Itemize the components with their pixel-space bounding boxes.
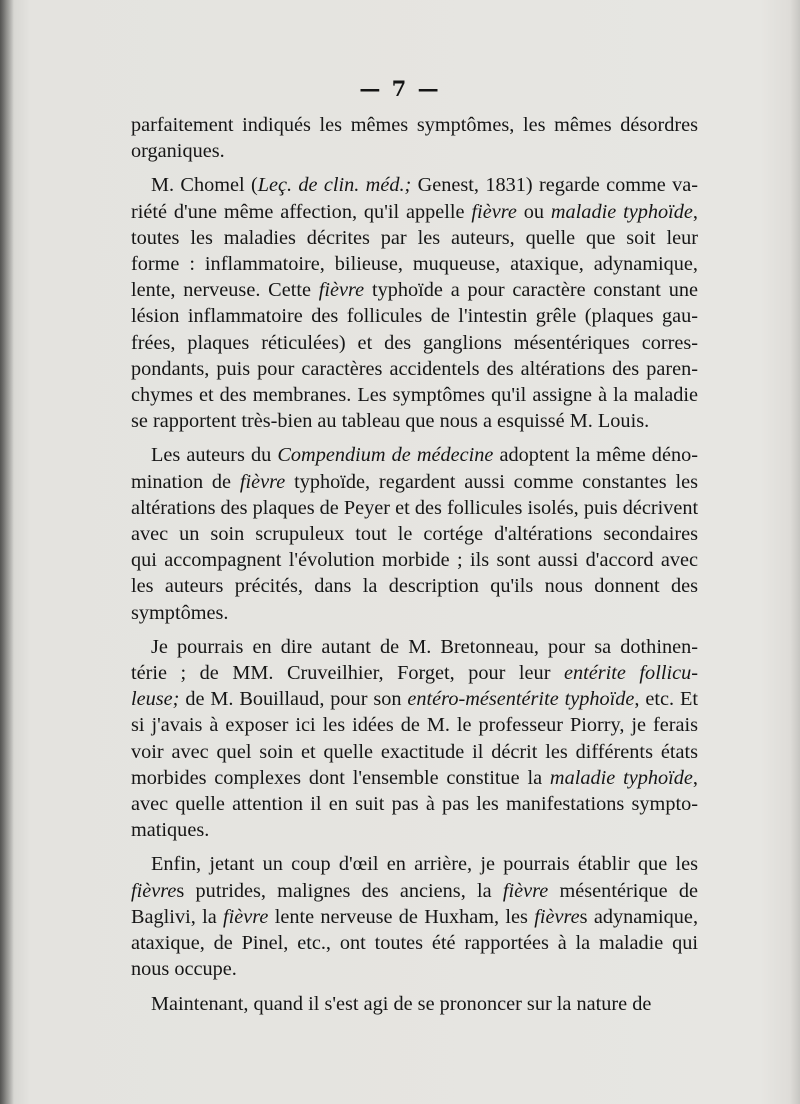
text-line: chymes et des membranes. Les symptômes qu'il assigne à la maladie	[131, 384, 698, 407]
text-line: symptômes.	[131, 601, 229, 624]
text-line: matiques.	[131, 819, 210, 842]
text-line: térie ; de MM. Cruveilhier, Forget, pour leur entérite follicu-	[131, 662, 698, 685]
text-line: pondants, puis pour caractères accidentels des altérations des paren-	[131, 357, 698, 380]
page-number: — 7 —	[359, 76, 441, 101]
binding-shadow	[0, 0, 14, 1104]
text-line: Enfin, jetant un coup d'œil en arrière, je pourrais établir que les	[151, 853, 698, 876]
text-line: morbides complexes dont l'ensemble constitue la maladie typhoïde,	[131, 766, 698, 789]
text-line: Baglivi, la fièvre lente nerveuse de Huxham, les fièvres adynamique,	[131, 905, 699, 928]
text-line: lente, nerveuse. Cette fièvre typhoïde a pour caractère constant une	[131, 279, 698, 302]
text-line: si j'avais à exposer ici les idées de M. le professeur Piorry, je ferais	[131, 714, 698, 737]
text-line: lésion inflammatoire des follicules de l'intestin grêle (plaques gau-	[131, 305, 698, 328]
text-line: nous occupe.	[131, 958, 237, 981]
paragraph	[131, 112, 698, 164]
text-line: ataxique, de Pinel, etc., ont toutes été rapportées à la maladie qui	[131, 932, 698, 955]
text-line: qui accompagnent l'évolution morbide ; ils sont aussi d'accord avec	[131, 549, 698, 572]
paragraph	[131, 442, 698, 625]
paragraph	[131, 634, 698, 844]
text-line: avec quelle attention il en suit pas à pas les manifestations sympto-	[131, 793, 698, 816]
text-line: Les auteurs du Compendium de médecine adoptent la même déno-	[151, 444, 698, 467]
text-line: voir avec quel soin et quelle exactitude il décrit les différents états	[131, 740, 698, 763]
text-line: toutes les maladies décrites par les auteurs, quelle que soit leur	[131, 226, 698, 249]
text-line: parfaitement indiqués les mêmes symptômes, les mêmes désordres	[131, 114, 698, 136]
text-line: frées, plaques réticulées) et des ganglions mésentériques corres-	[131, 331, 698, 354]
text-line: se rapportent très-bien au tableau que nous a esquissé M. Louis.	[131, 410, 650, 433]
text-line: Je pourrais en dire autant de M. Bretonneau, pour sa dothinen-	[151, 635, 698, 658]
text-line: mination de fièvre typhoïde, regardent aussi comme constantes les	[131, 470, 698, 493]
body-text	[131, 112, 698, 1025]
text-line: altérations des plaques de Peyer et des follicules isolés, puis décrivent	[131, 496, 699, 519]
text-line: forme : inflammatoire, bilieuse, muqueuse, ataxique, adynamique,	[131, 253, 698, 276]
text-line: avec un soin scrupuleux tout le cortége d'altérations secondaires	[131, 523, 698, 546]
text-line: leuse; de M. Bouillaud, pour son entéro-mésentérite typhoïde, etc. Et	[131, 688, 698, 711]
text-line: riété d'une même affection, qu'il appelle fièvre ou maladie typhoïde,	[131, 200, 698, 223]
text-line: fièvres putrides, malignes des anciens, la fièvre mésentérique de	[131, 879, 698, 902]
paragraph	[131, 991, 698, 1017]
text-line: Maintenant, quand il s'est agi de se prononcer sur la nature de	[151, 992, 652, 1015]
text-line: organiques.	[131, 140, 225, 163]
text-line: M. Chomel (Leç. de clin. méd.; Genest, 1831) regarde comme va-	[151, 174, 698, 197]
paragraph	[131, 172, 698, 434]
text-line: les auteurs précités, dans la description qu'ils nous donnent des	[131, 575, 698, 598]
paragraph	[131, 851, 698, 982]
